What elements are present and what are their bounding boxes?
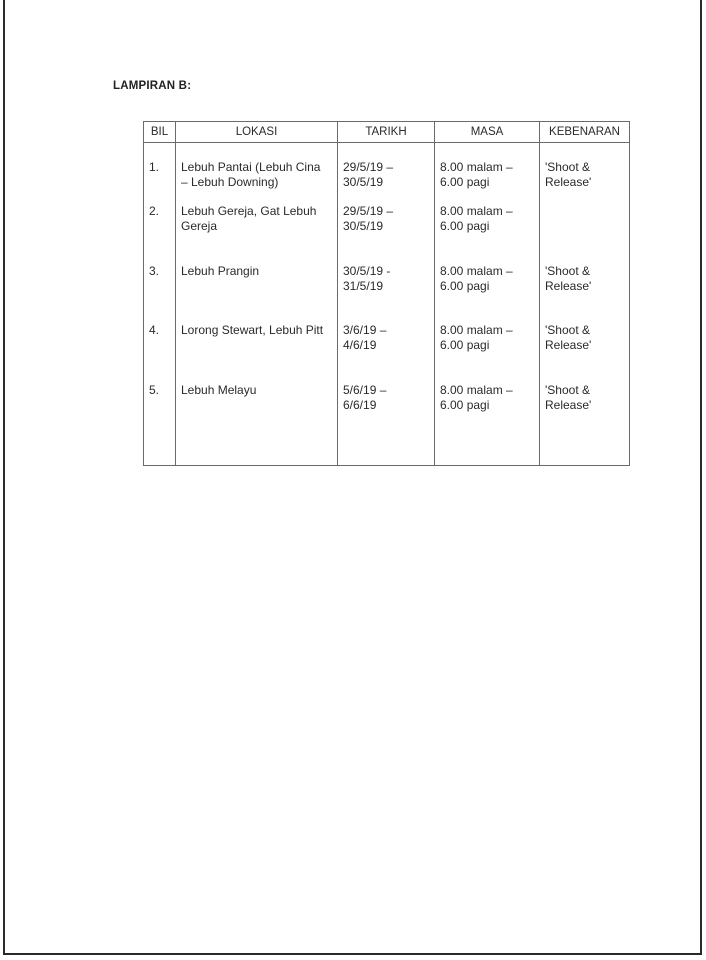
header-masa: MASA bbox=[435, 122, 540, 143]
kebenaran-line: Release' bbox=[545, 278, 592, 293]
cell-kebenaran bbox=[540, 202, 630, 262]
tarikh-line: 29/5/19 – bbox=[343, 160, 394, 174]
cell-tarikh bbox=[338, 321, 435, 381]
bil-value: 1. bbox=[149, 160, 160, 174]
masa-line: 8.00 malam – bbox=[440, 382, 513, 397]
table-row bbox=[144, 381, 630, 466]
tarikh-line: 3/6/19 – bbox=[343, 323, 387, 338]
tarikh-line: 5/6/19 – bbox=[343, 382, 387, 397]
cell-kebenaran bbox=[540, 321, 630, 381]
cell-bil bbox=[144, 381, 176, 466]
cell-bil bbox=[144, 262, 176, 322]
kebenaran-line: Release' bbox=[545, 338, 592, 353]
bil-value: 3. bbox=[149, 263, 160, 278]
kebenaran-line: 'Shoot & bbox=[545, 382, 590, 397]
tarikh-line: 31/5/19 bbox=[343, 278, 384, 293]
tarikh-line: 4/6/19 bbox=[343, 338, 377, 353]
cell-tarikh bbox=[338, 262, 435, 322]
header-bil: BIL bbox=[144, 122, 176, 143]
tarikh-line: 30/5/19 bbox=[343, 175, 384, 189]
table-row bbox=[144, 202, 630, 262]
cell-bil bbox=[144, 321, 176, 381]
tarikh-line: 6/6/19 bbox=[343, 397, 377, 412]
masa-line: 8.00 malam – bbox=[440, 323, 513, 338]
masa-line: 8.00 malam – bbox=[440, 204, 513, 219]
cell-lokasi bbox=[176, 381, 338, 466]
lokasi-line: Lebuh Melayu bbox=[181, 382, 257, 397]
cell-tarikh bbox=[338, 381, 435, 466]
table-header-row bbox=[144, 122, 630, 143]
bil-value: 2. bbox=[149, 204, 160, 219]
lokasi-line: Lebuh Gereja, Gat Lebuh bbox=[181, 204, 317, 219]
cell-kebenaran bbox=[540, 143, 630, 203]
masa-line: 6.00 pagi bbox=[440, 397, 490, 412]
table-row bbox=[144, 262, 630, 322]
lokasi-line: Lebuh Prangin bbox=[181, 263, 260, 278]
tarikh-line: 30/5/19 - bbox=[343, 263, 391, 278]
cell-masa bbox=[435, 143, 540, 203]
bil-value: 5. bbox=[149, 382, 160, 397]
cell-masa bbox=[435, 321, 540, 381]
kebenaran-line: Release' bbox=[545, 175, 592, 189]
cell-tarikh bbox=[338, 202, 435, 262]
cell-lokasi bbox=[176, 143, 338, 203]
lokasi-line: Gereja bbox=[181, 219, 218, 234]
kebenaran-line: Release' bbox=[545, 397, 592, 412]
cell-kebenaran bbox=[540, 262, 630, 322]
masa-line: 6.00 pagi bbox=[440, 219, 490, 234]
cell-kebenaran bbox=[540, 381, 630, 466]
lokasi-line: Lebuh Pantai (Lebuh Cina bbox=[181, 160, 321, 174]
table-row bbox=[144, 321, 630, 381]
tarikh-line: 29/5/19 – bbox=[343, 204, 394, 219]
cell-bil bbox=[144, 143, 176, 203]
header-lokasi: LOKASI bbox=[176, 122, 338, 143]
page-heading: LAMPIRAN B: bbox=[113, 80, 192, 92]
masa-line: 6.00 pagi bbox=[440, 278, 490, 293]
bil-value: 4. bbox=[149, 323, 160, 338]
masa-line: 6.00 pagi bbox=[440, 338, 490, 353]
cell-masa bbox=[435, 202, 540, 262]
table-row bbox=[144, 143, 630, 203]
masa-line: 8.00 malam – bbox=[440, 160, 513, 174]
cell-tarikh bbox=[338, 143, 435, 203]
lampiran-table bbox=[143, 121, 630, 466]
kebenaran-line: 'Shoot & bbox=[545, 263, 590, 278]
lokasi-line: – Lebuh Downing) bbox=[181, 175, 279, 189]
masa-line: 8.00 malam – bbox=[440, 263, 513, 278]
masa-line: 6.00 pagi bbox=[440, 175, 490, 189]
kebenaran-line: 'Shoot & bbox=[545, 160, 590, 174]
cell-masa bbox=[435, 381, 540, 466]
kebenaran-line: 'Shoot & bbox=[545, 323, 590, 338]
lokasi-line: Lorong Stewart, Lebuh Pitt bbox=[181, 323, 324, 338]
cell-lokasi bbox=[176, 321, 338, 381]
header-kebenaran: KEBENARAN bbox=[540, 122, 630, 143]
cell-lokasi bbox=[176, 262, 338, 322]
header-tarikh: TARIKH bbox=[338, 122, 435, 143]
cell-lokasi bbox=[176, 202, 338, 262]
tarikh-line: 30/5/19 bbox=[343, 219, 384, 234]
cell-masa bbox=[435, 262, 540, 322]
cell-bil bbox=[144, 202, 176, 262]
